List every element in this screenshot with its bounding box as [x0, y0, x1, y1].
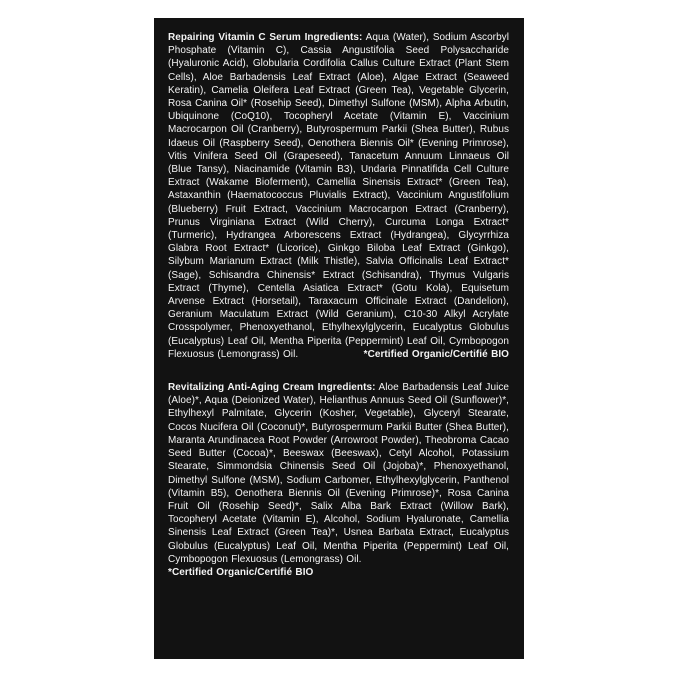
serum-certification-note: *Certified Organic/Certifié BIO	[363, 348, 509, 360]
ingredients-label	[154, 18, 524, 659]
cream-certification-note: *Certified Organic/Certifié BIO	[168, 566, 314, 578]
serum-ingredients-text: Aqua (Water), Sodium Ascorbyl Phosphate (Vitamin C), Cassia Angustifolia Seed Polysaccharide (Hyaluronic Acid), Globularia Cordifolia Callus Culture Extract (Plant Stem Cells), Aloe Barbadensis Leaf Extract (Aloe), Algae Extract (Seaweed Keratin), Camelia Oleifera Leaf Extract (Green Tea), Vegetable Glycerin, Rosa Canina Oil* (Rosehip Seed), Dimethyl Sulfone (MSM), Alpha Arbutin, Ubiquinone (CoQ10), Tocopheryl Acetate (Vitamin E), Vaccinium Macrocarpon Oil (Cranberry), Butyrospermum Parkii (Shea Butter), Rubus Idaeus Oil (Raspberry Seed), Oenothera Biennis Oil* (Evening Primrose), Vitis Vinifera Seed Oil (Grapeseed), Tanacetum Annuum Linnaeus Oil (Blue Tansy), Niacinamide (Vitamin B3), Undaria Pinnatifida Cell Culture Extract (Wakame Bioferment), Camellia Sinensis Extract* (Green Tea), Astaxanthin (Haematococcus Pluvialis Extract), Vaccinium Angustifolium (Blueberry) Fruit Extract, Vaccinium Macrocarpon Extract (Cranberry), Prunus Virginiana Extract (Wild Cherry), Curcuma Longa Extract* (Turmeric), Hydrangea Arborescens Extract (Hydrangea), Glycyrrhiza Glabra Root Extract* (Licorice), Ginkgo Biloba Leaf Extract (Ginkgo), Silybum Marianum Extract (Milk Thistle), Salvia Officinalis Leaf Extract* (Sage), Schisandra Chinensis* Extract (Schisandra), Thymus Vulgaris Extract (Thyme), Centella Asiatica Extract* (Gotu Kola), Equisetum Arvense Extract (Horsetail), Taraxacum Officinale Extract (Dandelion), Geranium Maculatum Extract (Wild Geranium), C10-30 Alkyl Acrylate Crosspolymer, Phenoxyethanol, Ethylhexylglycerin, Eucalyptus Globulus (Eucalyptus) Leaf Oil, Mentha Piperita (Peppermint) Leaf Oil, Cymbopogon Flexuosus (Lemongrass) Oil.	[168, 32, 509, 360]
cream-ingredients-heading: Revitalizing Anti-Aging Cream Ingredients:	[168, 382, 376, 394]
cream-ingredients-text: Aloe Barbadensis Leaf Juice (Aloe)*, Aqua (Deionized Water), Helianthus Annuus Seed Oil (Sunflower)*, Ethylhexyl Palmitate, Glycerin (Kosher, Vegetable), Glyceryl Stearate, Cocos Nucifera Oil (Coconut)*, Butyrospermum Parkii Butter (Shea Butter), Maranta Arundinacea Root Powder (Arrowroot Powder), Theobroma Cacao Seed Butter (Cocoa)*, Beeswax (Beeswax), Cetyl Alcohol, Potassium Stearate, Simmondsia Chinensis Seed Oil (Jojoba)*, Phenoxyethanol, Dimethyl Sulfone (MSM), Sodium Carbomer, Ethylhexylglycerin, Panthenol (Vitamin B5), Oenothera Biennis Oil (Evening Primrose)*, Rosa Canina Fruit Oil (Rosehip Seed)*, Salix Alba Bark Extract (Willow Bark), Tocopheryl Acetate (Vitamin E), Alcohol, Sodium Hyaluronate, Camellia Sinensis Leaf Extract (Green Tea)*, Usnea Barbata Extract, Eucalyptus Globulus (Eucalyptus) Leaf Oil, Mentha Piperita (Peppermint) Leaf Oil, Cymbopogon Flexuosus (Lemongrass) Oil.	[168, 382, 509, 565]
serum-ingredients-heading: Repairing Vitamin C Serum Ingredients:	[168, 32, 363, 43]
cream-ingredients-paragraph	[168, 381, 509, 579]
serum-ingredients-paragraph	[168, 31, 509, 361]
